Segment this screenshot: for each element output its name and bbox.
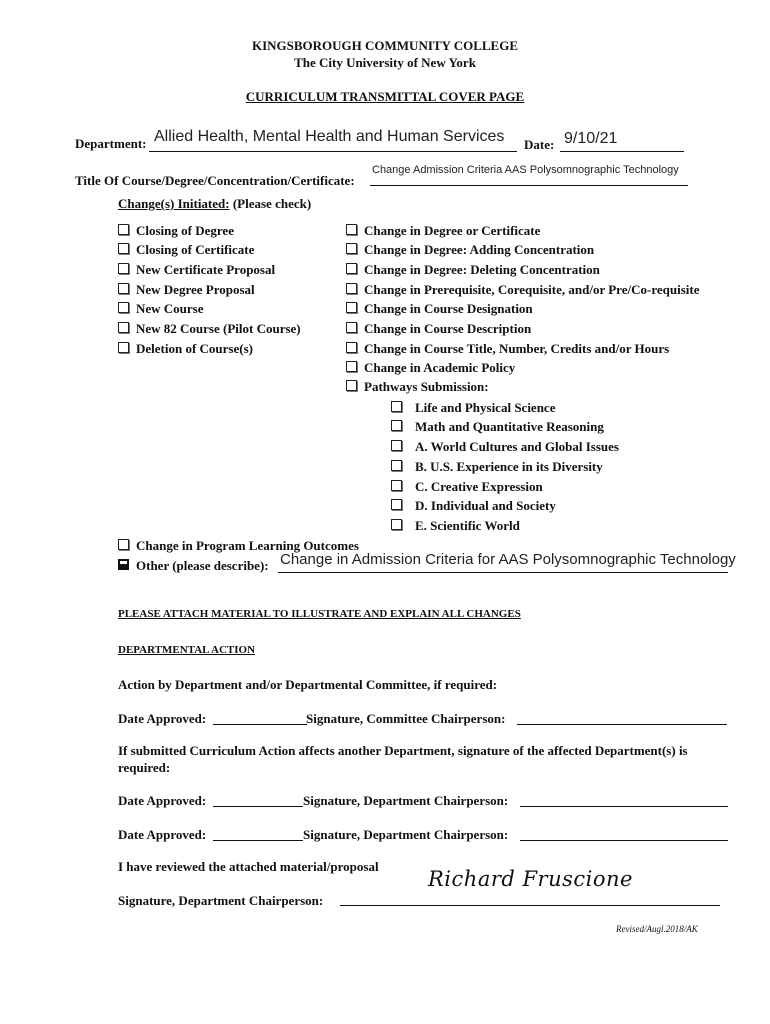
checkbox-label: Change in Degree or Certificate [364,223,541,238]
final-signature-field[interactable] [340,905,720,906]
checkbox[interactable] [118,243,129,254]
checkbox-label: Pathways Submission: [364,379,489,394]
date-approved-field[interactable] [213,724,307,725]
date-approved-field[interactable] [213,840,303,841]
date-underline [560,151,684,152]
checkbox-label: Closing of Certificate [136,242,255,257]
checkbox-label: C. Creative Expression [415,479,543,494]
checkbox[interactable] [118,302,129,313]
checkbox[interactable] [346,224,357,235]
checkbox-label: Change in Degree: Deleting Concentration [364,262,600,277]
checkbox-label: Change in Course Designation [364,301,533,316]
date-field[interactable]: 9/10/21 [564,130,618,147]
date-label: Date: [524,137,555,152]
checkbox[interactable] [118,342,129,353]
checkbox-label: B. U.S. Experience in its Diversity [415,459,603,474]
handwritten-signature: Richard Fruscione [428,867,633,891]
affects-text-required: required: [118,760,171,775]
page-title: CURRICULUM TRANSMITTAL COVER PAGE [245,89,525,104]
checkbox[interactable] [346,380,357,391]
checkbox[interactable] [118,322,129,333]
date-approved-label: Date Approved: [118,711,207,726]
action-text: Action by Department and/or Departmental Committee, if required: [118,677,498,692]
checkbox-label: Closing of Degree [136,223,234,238]
checkbox[interactable] [118,224,129,235]
checkbox[interactable] [346,342,357,353]
committee-signature-label: Signature, Committee Chairperson: [306,711,506,726]
department-signature-field[interactable] [520,840,728,841]
checkbox[interactable] [346,361,357,372]
checkbox-label: Change in Course Description [364,321,532,336]
checkbox-label: New Certificate Proposal [136,262,276,277]
checkbox-label: New Degree Proposal [136,282,255,297]
checkbox-checked[interactable] [118,559,129,570]
university-name: The City University of New York [294,55,476,70]
checkbox[interactable] [118,283,129,294]
checkbox-label: Change in Course Title, Number, Credits and/or Hours [364,341,670,356]
checkbox[interactable] [346,322,357,333]
checkbox-label: Deletion of Course(s) [136,341,253,356]
checkbox[interactable] [346,263,357,274]
department-field[interactable]: Allied Health, Mental Health and Human Services [154,128,505,145]
checkbox[interactable] [391,420,402,431]
checkbox[interactable] [391,519,402,530]
checkbox-label: Math and Quantitative Reasoning [415,419,604,434]
title-field[interactable]: Change Admission Criteria AAS Polysomnographic Technology [372,164,679,176]
department-underline [149,151,517,152]
date-approved-label: Date Approved: [118,793,207,808]
checkbox[interactable] [391,480,402,491]
other-underline [278,572,728,573]
title-label: Title Of Course/Degree/Concentration/Certificate: [75,173,355,188]
checkbox-label: A. World Cultures and Global Issues [415,439,619,454]
checkbox[interactable] [346,302,357,313]
date-approved-field[interactable] [213,806,303,807]
checkbox[interactable] [391,499,402,510]
department-label: Department: [75,136,147,151]
checkbox-label: Change in Academic Policy [364,360,516,375]
reviewed-text: I have reviewed the attached material/proposal [118,859,379,874]
department-signature-label: Signature, Department Chairperson: [303,827,509,842]
changes-heading-rest: (Please check) [229,196,312,211]
checkbox-label: Life and Physical Science [415,400,556,415]
checkbox[interactable] [346,243,357,254]
checkbox-label: Change in Degree: Adding Concentration [364,242,595,257]
other-description-field[interactable]: Change in Admission Criteria for AAS Polysomnographic Technology [280,551,736,568]
checkbox-label: Other (please describe): [136,558,269,573]
attach-notice: PLEASE ATTACH MATERIAL TO ILLUSTRATE AND EXPLAIN ALL CHANGES [118,608,521,620]
changes-heading [118,196,311,212]
checkbox-label: Change in Prerequisite, Corequisite, and/or Pre/Co-requisite [364,282,700,297]
affects-text: If submitted Curriculum Action affects another Department, signature of the affected Department(s) is [118,743,688,758]
department-signature-field[interactable] [520,806,728,807]
departmental-heading: DEPARTMENTAL ACTION [118,644,256,656]
department-signature-label: Signature, Department Chairperson: [303,793,509,808]
checkbox[interactable] [391,460,402,471]
checkbox[interactable] [346,283,357,294]
date-approved-label: Date Approved: [118,827,207,842]
final-signature-label: Signature, Department Chairperson: [118,893,324,908]
checkbox-label: Change in Program Learning Outcomes [136,538,359,553]
changes-heading-underlined: Change(s) Initiated: [118,196,230,211]
committee-signature-field[interactable] [517,724,727,725]
checkbox-label: New 82 Course (Pilot Course) [136,321,301,336]
checkbox-label: D. Individual and Society [415,498,556,513]
revised-note: Revised/Augl.2018/AK [616,924,698,934]
checkbox-label: E. Scientific World [415,518,520,533]
checkbox-label: New Course [136,301,204,316]
checkbox[interactable] [391,440,402,451]
checkbox[interactable] [118,263,129,274]
college-name: KINGSBOROUGH COMMUNITY COLLEGE [251,38,519,53]
checkbox[interactable] [391,401,402,412]
checkbox[interactable] [118,539,129,550]
title-underline [370,185,688,186]
